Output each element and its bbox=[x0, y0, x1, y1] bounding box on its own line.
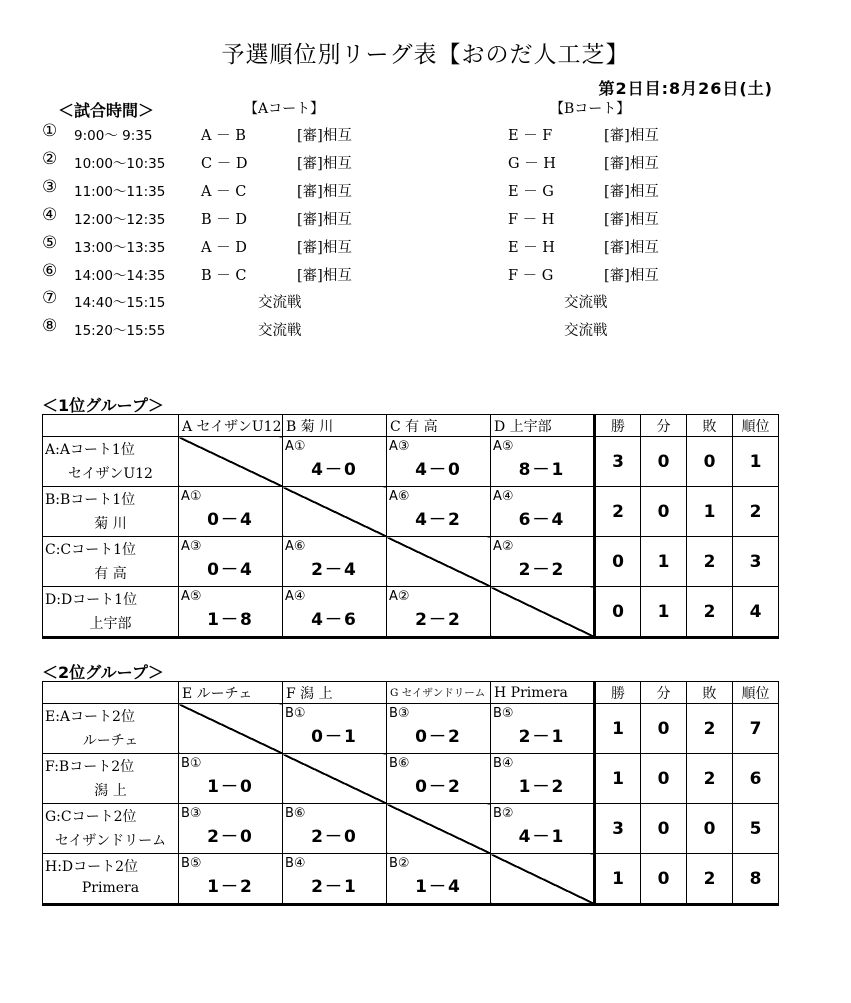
wins-value: 1 bbox=[595, 754, 641, 804]
self-match-cell bbox=[179, 437, 283, 487]
stat-column-header: 勝 bbox=[595, 415, 641, 437]
team-row-header bbox=[43, 487, 179, 537]
team-name: セイザンドリーム bbox=[54, 833, 167, 849]
court-a-referee: [審]相互 bbox=[297, 128, 352, 144]
team-row-header bbox=[43, 704, 179, 754]
schedule-time: 10:00～10:35 bbox=[74, 155, 166, 172]
team-column-header: F 潟 上 bbox=[283, 682, 387, 704]
team-slot-label: B:Bコート1位 bbox=[45, 492, 136, 508]
court-a-match: B － D bbox=[201, 211, 247, 228]
match-result-cell bbox=[283, 537, 387, 587]
team-slot-label: A:Aコート1位 bbox=[45, 442, 135, 458]
court-a-referee: [審]相互 bbox=[297, 239, 352, 256]
table-row bbox=[43, 437, 779, 487]
court-b-exchange-match: 交流戦 bbox=[564, 323, 608, 340]
match-result-cell bbox=[179, 487, 283, 537]
group1-league-table bbox=[42, 414, 779, 639]
rank-value: 4 bbox=[733, 587, 779, 638]
match-score: 1－2 bbox=[207, 877, 254, 897]
court-b-heading: 【Bコート】 bbox=[550, 101, 631, 117]
match-score: 0－4 bbox=[207, 510, 254, 530]
match-result-cell bbox=[179, 587, 283, 638]
table-corner bbox=[43, 415, 179, 437]
match-score: 2－0 bbox=[207, 827, 254, 847]
losses-value: 1 bbox=[687, 487, 733, 537]
stat-column-header: 順位 bbox=[733, 682, 779, 704]
court-a-exchange-match: 交流戦 bbox=[258, 323, 302, 340]
match-id: B③ bbox=[389, 706, 410, 721]
team-name: 菊 川 bbox=[94, 516, 127, 532]
match-result-cell bbox=[387, 854, 491, 905]
match-result-cell bbox=[179, 754, 283, 804]
team-row-header bbox=[43, 854, 179, 905]
court-a-exchange-match: 交流戦 bbox=[258, 295, 302, 312]
team-slot-label: C:Cコート1位 bbox=[45, 542, 137, 558]
team-slot-label: F:Bコート2位 bbox=[45, 759, 135, 775]
match-result-cell bbox=[491, 487, 595, 537]
match-score: 4－2 bbox=[415, 510, 462, 530]
court-b-match: F － G bbox=[508, 267, 554, 284]
team-name: セイザンU12 bbox=[68, 466, 153, 482]
match-result-cell bbox=[283, 437, 387, 487]
group2-league-table bbox=[42, 681, 779, 906]
court-a-referee: [審]相互 bbox=[297, 211, 352, 228]
team-slot-label: E:Aコート2位 bbox=[45, 709, 135, 725]
table-row bbox=[43, 754, 779, 804]
team-slot-label: D:Dコート1位 bbox=[45, 592, 138, 608]
schedule-time: 11:00～11:35 bbox=[74, 183, 166, 200]
rank-value: 2 bbox=[733, 487, 779, 537]
losses-value: 0 bbox=[687, 437, 733, 487]
match-id: B② bbox=[389, 856, 410, 871]
match-id: B③ bbox=[181, 806, 202, 821]
court-b-referee: [審]相互 bbox=[604, 267, 659, 284]
schedule-slot-number: ④ bbox=[42, 204, 58, 225]
team-slot-label: H:Dコート2位 bbox=[45, 859, 139, 875]
wins-value: 1 bbox=[595, 704, 641, 754]
team-row-header bbox=[43, 437, 179, 487]
wins-value: 3 bbox=[595, 437, 641, 487]
court-b-match: G － H bbox=[508, 155, 556, 172]
team-name: Primera bbox=[81, 880, 140, 896]
match-score: 4－0 bbox=[415, 460, 462, 480]
wins-value: 1 bbox=[595, 854, 641, 905]
schedule-slot-number: ③ bbox=[42, 176, 58, 197]
match-score: 2－4 bbox=[311, 560, 358, 580]
match-result-cell bbox=[491, 437, 595, 487]
team-name: 有 高 bbox=[94, 566, 127, 582]
team-column-header: A セイザンU12 bbox=[179, 415, 283, 437]
match-result-cell bbox=[491, 704, 595, 754]
table-row bbox=[43, 804, 779, 854]
match-id: A① bbox=[285, 439, 306, 454]
match-result-cell bbox=[179, 854, 283, 905]
match-id: A④ bbox=[493, 489, 514, 504]
schedule-time: 14:00～14:35 bbox=[74, 267, 166, 284]
court-a-match: B － C bbox=[201, 267, 247, 284]
team-column-header: C 有 高 bbox=[387, 415, 491, 437]
draws-value: 1 bbox=[641, 587, 687, 638]
schedule-time: 14:40～15:15 bbox=[74, 295, 166, 312]
court-a-referee: [審]相互 bbox=[297, 267, 352, 284]
match-id: B⑤ bbox=[181, 856, 202, 871]
self-match-cell bbox=[387, 804, 491, 854]
match-score: 0－1 bbox=[311, 727, 358, 747]
schedule-slot-number: ① bbox=[42, 121, 58, 141]
self-match-cell bbox=[283, 487, 387, 537]
match-score: 2－2 bbox=[518, 560, 566, 580]
match-id: B① bbox=[285, 706, 306, 721]
match-score: 2－2 bbox=[415, 610, 462, 630]
self-match-cell bbox=[179, 704, 283, 754]
team-row-header bbox=[43, 537, 179, 587]
match-score: 1－2 bbox=[518, 777, 566, 797]
match-id: A③ bbox=[389, 439, 410, 454]
court-b-referee: [審]相互 bbox=[604, 155, 659, 172]
court-a-match: A － C bbox=[201, 183, 247, 200]
rank-value: 1 bbox=[733, 437, 779, 487]
match-score: 0－2 bbox=[415, 777, 462, 797]
match-result-cell bbox=[283, 804, 387, 854]
wins-value: 3 bbox=[595, 804, 641, 854]
self-match-cell bbox=[283, 754, 387, 804]
match-id: A⑥ bbox=[285, 539, 306, 554]
team-column-header: D 上宇部 bbox=[491, 415, 595, 437]
match-result-cell bbox=[283, 587, 387, 638]
match-score: 4－0 bbox=[311, 460, 358, 480]
stat-column-header: 順位 bbox=[733, 415, 779, 437]
match-score: 1－0 bbox=[207, 777, 254, 797]
team-column-header: B 菊 川 bbox=[283, 415, 387, 437]
court-a-referee: [審]相互 bbox=[297, 155, 352, 172]
draws-value: 0 bbox=[641, 804, 687, 854]
court-b-referee: [審]相互 bbox=[604, 239, 659, 256]
match-result-cell bbox=[491, 754, 595, 804]
draws-value: 0 bbox=[641, 437, 687, 487]
match-score: 6－4 bbox=[518, 510, 566, 530]
match-score: 1－8 bbox=[207, 610, 254, 630]
table-row bbox=[43, 854, 779, 905]
wins-value: 0 bbox=[595, 537, 641, 587]
match-id: A⑤ bbox=[181, 589, 202, 604]
match-id: B④ bbox=[285, 856, 306, 871]
draws-value: 0 bbox=[641, 854, 687, 905]
self-match-cell bbox=[491, 587, 595, 638]
schedule-slot-number: ⑥ bbox=[42, 260, 58, 281]
losses-value: 2 bbox=[687, 587, 733, 638]
losses-value: 2 bbox=[687, 754, 733, 804]
team-column-header: G セイザンドリーム bbox=[387, 682, 491, 704]
court-a-match: A － B bbox=[201, 128, 246, 144]
match-result-cell bbox=[179, 537, 283, 587]
match-id: A① bbox=[181, 489, 202, 504]
group1-title: ＜1位グループ＞ bbox=[42, 396, 164, 415]
court-a-match: A － D bbox=[201, 239, 247, 256]
self-match-cell bbox=[387, 537, 491, 587]
court-a-match: C － D bbox=[201, 155, 248, 172]
match-score: 0－4 bbox=[207, 560, 254, 580]
court-b-match: F － H bbox=[508, 211, 555, 228]
court-b-match: E － F bbox=[508, 128, 553, 144]
match-id: A② bbox=[389, 589, 410, 604]
losses-value: 2 bbox=[687, 704, 733, 754]
match-result-cell bbox=[283, 704, 387, 754]
match-result-cell bbox=[179, 804, 283, 854]
match-score: 4－6 bbox=[311, 610, 358, 630]
match-id: A④ bbox=[285, 589, 306, 604]
court-b-referee: [審]相互 bbox=[604, 128, 659, 144]
schedule-slot-number: ⑤ bbox=[42, 232, 58, 253]
wins-value: 0 bbox=[595, 587, 641, 638]
match-result-cell bbox=[387, 437, 491, 487]
stat-column-header: 分 bbox=[641, 415, 687, 437]
self-match-cell bbox=[491, 854, 595, 905]
match-result-cell bbox=[491, 537, 595, 587]
losses-value: 2 bbox=[687, 854, 733, 905]
schedule-heading: ＜試合時間＞ bbox=[58, 101, 155, 120]
team-column-header: E ルーチェ bbox=[179, 682, 283, 704]
losses-value: 0 bbox=[687, 804, 733, 854]
wins-value: 2 bbox=[595, 487, 641, 537]
team-row-header bbox=[43, 754, 179, 804]
match-id: A⑥ bbox=[389, 489, 410, 504]
team-column-header: H Primera bbox=[491, 682, 595, 704]
team-row-header bbox=[43, 804, 179, 854]
team-row-header bbox=[43, 587, 179, 638]
schedule-time: 15:20～15:55 bbox=[74, 323, 166, 340]
match-result-cell bbox=[491, 804, 595, 854]
court-b-referee: [審]相互 bbox=[604, 211, 659, 228]
table-corner bbox=[43, 682, 179, 704]
schedule-slot-number: ⑦ bbox=[42, 288, 58, 309]
match-score: 8－1 bbox=[518, 460, 566, 480]
rank-value: 7 bbox=[733, 704, 779, 754]
team-slot-label: G:Cコート2位 bbox=[45, 809, 137, 825]
rank-value: 3 bbox=[733, 537, 779, 587]
match-id: A② bbox=[493, 539, 514, 554]
rank-value: 8 bbox=[733, 854, 779, 905]
match-id: A③ bbox=[181, 539, 202, 554]
schedule-time: 9:00～ 9:35 bbox=[74, 128, 153, 144]
match-score: 0－2 bbox=[415, 727, 462, 747]
match-result-cell bbox=[387, 754, 491, 804]
group2-title: ＜2位グループ＞ bbox=[42, 663, 164, 682]
match-id: B⑥ bbox=[285, 806, 306, 821]
match-id: B⑥ bbox=[389, 756, 410, 771]
match-score: 4－1 bbox=[518, 827, 566, 847]
draws-value: 1 bbox=[641, 537, 687, 587]
court-a-referee: [審]相互 bbox=[297, 183, 352, 200]
rank-value: 5 bbox=[733, 804, 779, 854]
court-b-exchange-match: 交流戦 bbox=[564, 295, 608, 312]
stat-column-header: 敗 bbox=[687, 682, 733, 704]
table-row bbox=[43, 587, 779, 638]
schedule-time: 13:00～13:35 bbox=[74, 239, 166, 256]
team-name: 潟 上 bbox=[94, 783, 127, 799]
draws-value: 0 bbox=[641, 487, 687, 537]
draws-value: 0 bbox=[641, 704, 687, 754]
match-result-cell bbox=[283, 854, 387, 905]
court-b-match: E － H bbox=[508, 239, 555, 256]
schedule-time: 12:00～12:35 bbox=[74, 211, 166, 228]
match-score: 2－0 bbox=[311, 827, 358, 847]
match-id: B② bbox=[493, 806, 514, 821]
match-id: B⑤ bbox=[493, 706, 514, 721]
stat-column-header: 敗 bbox=[687, 415, 733, 437]
court-b-match: E － G bbox=[508, 183, 554, 200]
losses-value: 2 bbox=[687, 537, 733, 587]
schedule-slot-number: ② bbox=[42, 148, 58, 169]
table-row bbox=[43, 704, 779, 754]
match-score: 1－4 bbox=[415, 877, 462, 897]
table-row bbox=[43, 487, 779, 537]
match-score: 2－1 bbox=[311, 877, 358, 897]
match-score: 2－1 bbox=[518, 727, 566, 747]
court-b-referee: [審]相互 bbox=[604, 183, 659, 200]
match-result-cell bbox=[387, 487, 491, 537]
match-date: 第2日目:8月26日(土) bbox=[598, 79, 773, 98]
stat-column-header: 分 bbox=[641, 682, 687, 704]
court-a-heading: 【Aコート】 bbox=[244, 101, 325, 117]
match-id: B① bbox=[181, 756, 202, 771]
schedule-slot-number: ⑧ bbox=[42, 316, 58, 337]
match-id: B④ bbox=[493, 756, 514, 771]
team-name: 上宇部 bbox=[89, 616, 132, 632]
table-row bbox=[43, 537, 779, 587]
draws-value: 0 bbox=[641, 754, 687, 804]
team-name: ルーチェ bbox=[82, 733, 139, 749]
match-result-cell bbox=[387, 704, 491, 754]
rank-value: 6 bbox=[733, 754, 779, 804]
page-title: 予選順位別リーグ表【おのだ人工芝】 bbox=[221, 42, 630, 68]
match-id: A⑤ bbox=[493, 439, 514, 454]
match-result-cell bbox=[387, 587, 491, 638]
stat-column-header: 勝 bbox=[595, 682, 641, 704]
